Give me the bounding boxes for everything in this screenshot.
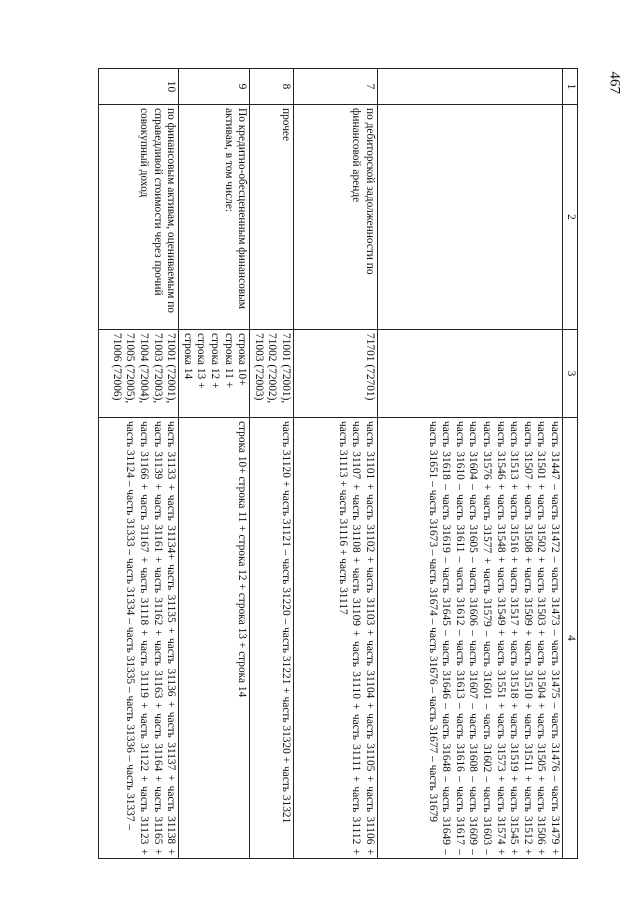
page-number: 467 [606, 71, 622, 94]
row-name: По кредитно-обесцененным финансовым активам, в том числе: [179, 105, 250, 330]
row-name [378, 105, 563, 330]
row-formula: часть 31101 + часть 31102 + часть 31103 + часть 31104 + часть 31105 + часть 31106 + часть 31107 + часть 31108 + часть 31109 + часть 31110 + часть 31111 + часть 31112 + часть 31113 + часть 31116 + часть 31117 [294, 418, 378, 859]
row-formula: часть 31120 + часть 31121 – часть 31220 – часть 31221 + часть 31320 + часть 31321 [250, 418, 294, 859]
column-header-4: 4 [563, 418, 578, 859]
row-formula: часть 31133 + часть 31134+ часть 31135 + часть 31136 + часть 31137 + часть 31138 + часть 31139 + часть 31161 + часть 31162 + часть 31163 + часть 31164 + часть 31165 + часть 31166 + часть 31167 + часть 31118 + часть 31119 + часть 31122 + часть 31123 + часть 31124 – часть 31333 – часть 31334 – часть 31335 – часть 31336 – часть 31337 – [99, 418, 179, 859]
column-header-1: 1 [563, 69, 578, 105]
row-number: 7 [294, 69, 378, 105]
row-number: 9 [179, 69, 250, 105]
row-code: 71001 (72001), 71003 (72003), 71004 (72004), 71005 (72005), 71006 (72006) [99, 330, 179, 418]
row-name: по финансовым активам, оцениваемым по справедливой стоимости через прочий совокупный доход [99, 105, 179, 330]
row-formula: часть 31447 – часть 31472 – часть 31473 – часть 31475 – часть 31476 – часть 31479 + часть 31501 + часть 31502 + часть 31503 + часть 31504 + часть 31505 + часть 31506 + часть 31507 + часть 31508 + часть 31509 + часть 31510 + часть 31511 + часть 31512 + часть 31513 + часть 31516 + часть 31517 + часть 31518 + часть 31519 + часть 31545 + часть 31546 + часть 31548 + часть 31549 + часть 31551 + часть 31573 + часть 31574 + часть 31576 + часть 31577 + часть 31579 – часть 31601 – часть 31602 – часть 31603 – часть 31604 – часть 31605 – часть 31606 – часть 31607 – часть 31608 – часть 31609 – часть 31610 – часть 31611 – часть 31612 – часть 31613 – часть 31616 – часть 31617 – часть 31618 – часть 31619 – часть 31645 – часть 31646 – часть 31648 – часть 31649 – часть 31651 – часть 31673 – часть 31674 – часть 31676 – часть 31677 – часть 31679 [378, 418, 563, 859]
row-number: 10 [99, 69, 179, 105]
row-number [378, 69, 563, 105]
table-row [179, 69, 250, 859]
row-code [378, 330, 563, 418]
table-header-row [563, 69, 578, 859]
row-name: прочее [250, 105, 294, 330]
table-row [99, 69, 179, 859]
table-row [250, 69, 294, 859]
table-row [378, 69, 563, 859]
row-code: 71701 (72701) [294, 330, 378, 418]
column-header-3: 3 [563, 330, 578, 418]
rotated-table-frame [98, 68, 578, 858]
row-code: строка 10+ строка 11 + строка 12 + строка 13 + строка 14 [179, 330, 250, 418]
column-header-2: 2 [563, 105, 578, 330]
row-number: 8 [250, 69, 294, 105]
table-row [294, 69, 378, 859]
row-formula: строка 10+ строка 11 + строка 12 + строка 13 + строка 14 [179, 418, 250, 859]
row-name: по дебиторской задолженности по финансовой аренде [294, 105, 378, 330]
data-table [98, 68, 578, 859]
row-code: 71001 (72001), 71002 (72002), 71003 (72003) [250, 330, 294, 418]
